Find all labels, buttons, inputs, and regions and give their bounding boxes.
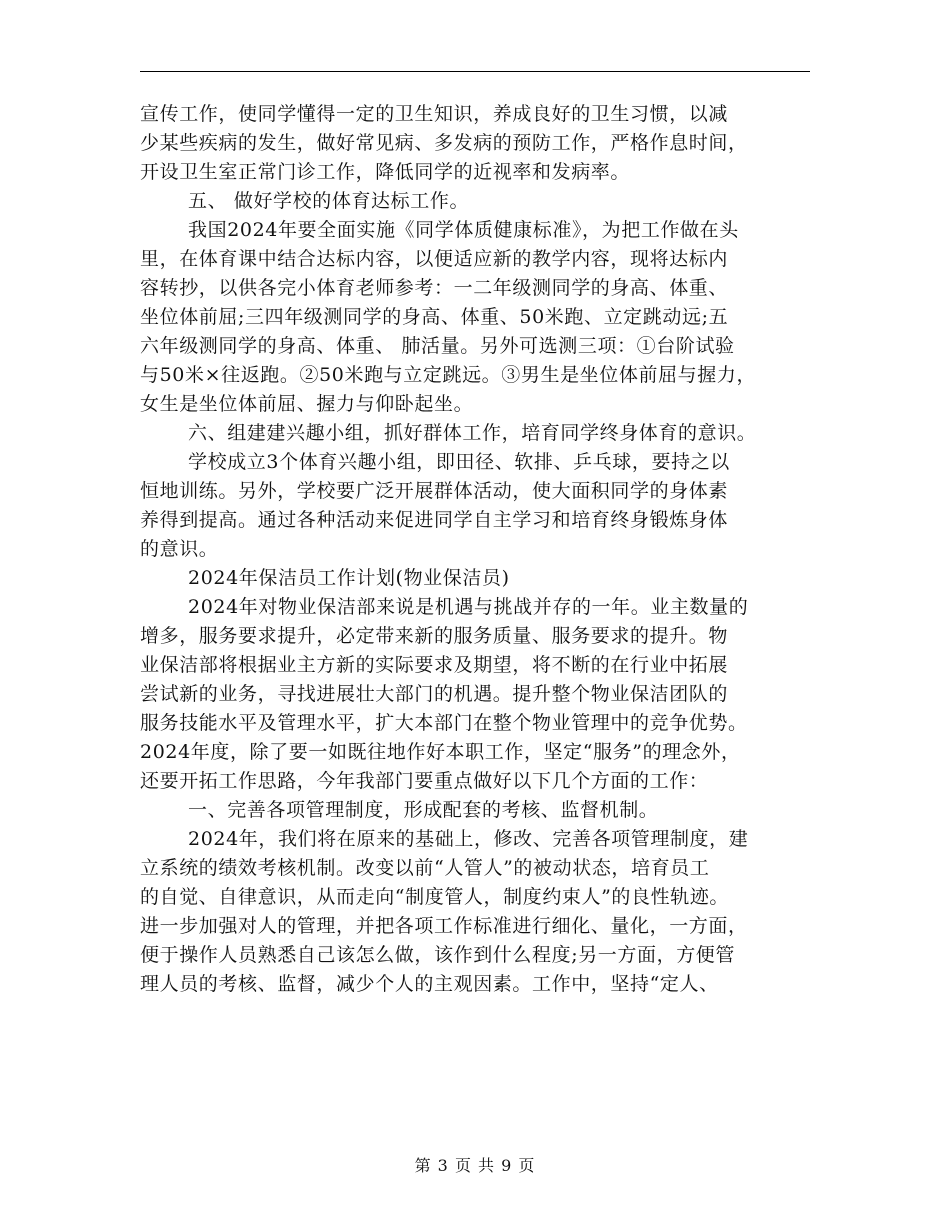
page-number-footer: 第 3 页 共 9 页 xyxy=(414,1156,536,1175)
paragraph-line: 我国2024年要全面实施《同学体质健康标准》，为把工作做在头 xyxy=(188,219,739,241)
paragraph-line: 坐位体前屈;三四年级测同学的身高、体重、50米跑、立定跳动远;五 xyxy=(140,306,729,328)
paragraph-line: 容转抄，以供各完小体育老师参考：一二年级测同学的身高、体重、 xyxy=(140,277,729,299)
paragraph-line: 便于操作人员熟悉自己该怎么做，该作到什么程度;另一方面，方便管 xyxy=(140,944,736,966)
paragraph-line: 开设卫生室正常门诊工作，降低同学的近视率和发病率。 xyxy=(140,161,631,183)
section-heading: 六、组建建兴趣小组，抓好群体工作，培育同学终身体育的意识。 xyxy=(188,422,757,444)
paragraph-line: 还要开拓工作思路，今年我部门要重点做好以下几个方面的工作： xyxy=(140,770,709,792)
paragraph-line: 进一步加强对人的管理，并把各项工作标准进行细化、量化，一方面， xyxy=(140,915,748,937)
section-heading: 一、完善各项管理制度，形成配套的考核、监督机制。 xyxy=(188,799,659,821)
paragraph-line: 学校成立3个体育兴趣小组，即田径、软排、乒乓球，要持之以 xyxy=(188,451,730,473)
paragraph-line: 2024年，我们将在原来的基础上，修改、完善各项管理制度，建 xyxy=(188,828,749,850)
paragraph-line: 养得到提高。通过各种活动来促进同学自主学习和培育终身锻炼身体 xyxy=(140,509,729,531)
paragraph-line: 宣传工作，使同学懂得一定的卫生知识，养成良好的卫生习惯，以减 xyxy=(140,103,729,125)
header-rule xyxy=(140,71,810,72)
paragraph-line: 恒地训练。另外，学校要广泛开展群体活动，使大面积同学的身体素 xyxy=(140,480,729,502)
paragraph-line: 少某些疾病的发生，做好常见病、多发病的预防工作，严格作息时间， xyxy=(140,132,748,154)
section-heading: 五、 做好学校的体育达标工作。 xyxy=(188,190,470,212)
paragraph-line: 的意识。 xyxy=(140,538,219,560)
paragraph-line: 业保洁部将根据业主方新的实际要求及期望，将不断的在行业中拓展 xyxy=(140,654,729,676)
paragraph-line: 与50米×往返跑。②50米跑与立定跳远。③男生是坐位体前屈与握力， xyxy=(140,364,757,386)
paragraph-line: 立系统的绩效考核机制。改变以前“人管人”的被动状态，培育员工 xyxy=(140,857,710,879)
paragraph-line: 服务技能水平及管理水平，扩大本部门在整个物业管理中的竞争优势。 xyxy=(140,712,748,734)
paragraph-line: 2024年度，除了要一如既往地作好本职工作，坚定“服务”的理念外， xyxy=(140,741,741,763)
paragraph-line: 里，在体育课中结合达标内容，以便适应新的教学内容，现将达标内 xyxy=(140,248,729,270)
paragraph-line: 理人员的考核、监督，减少个人的主观因素。工作中，坚持“定人、 xyxy=(140,973,719,995)
document-title: 2024年保洁员工作计划(物业保洁员) xyxy=(188,567,510,589)
paragraph-line: 的自觉、自律意识，从而走向“制度管人，制度约束人”的良性轨迹。 xyxy=(140,886,730,908)
paragraph-line: 2024年对物业保洁部来说是机遇与挑战并存的一年。业主数量的 xyxy=(188,596,749,618)
paragraph-line: 六年级测同学的身高、体重、 肺活量。另外可选测三项：①台阶试验 xyxy=(140,335,735,357)
paragraph-line: 增多，服务要求提升，必定带来新的服务质量、服务要求的提升。物 xyxy=(140,625,729,647)
paragraph-line: 女生是坐位体前屈、握力与仰卧起坐。 xyxy=(140,393,474,415)
paragraph-line: 尝试新的业务，寻找进展壮大部门的机遇。提升整个物业保洁团队的 xyxy=(140,683,729,705)
